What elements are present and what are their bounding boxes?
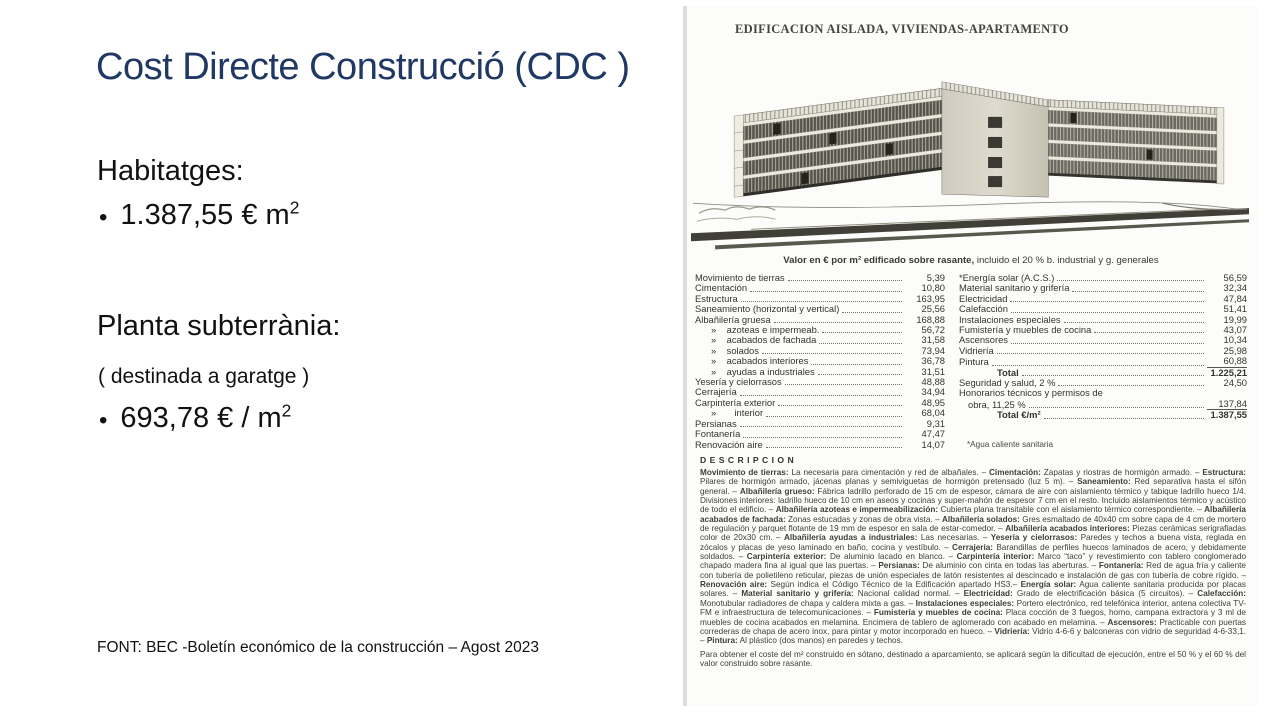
row-value: 168,88 bbox=[916, 313, 945, 325]
dot-leader bbox=[811, 364, 902, 365]
building-drawing-svg bbox=[691, 60, 1253, 252]
table-caption-bold: Valor en € por m² edificado sobre rasante, bbox=[783, 255, 975, 266]
table-row bbox=[695, 440, 945, 450]
row-value: 73,94 bbox=[921, 344, 945, 356]
habitatges-value-sup: 2 bbox=[289, 197, 300, 218]
table-footnote: *Agua caliente sanitaria bbox=[967, 440, 1054, 449]
row-label: » interior bbox=[711, 407, 764, 419]
row-label: Calefacción bbox=[959, 303, 1008, 315]
dot-leader bbox=[778, 405, 902, 406]
dot-leader bbox=[992, 365, 1204, 366]
planta-value-text: 693,78 € / m bbox=[120, 402, 282, 434]
table-row bbox=[695, 429, 945, 439]
row-label: Persianas bbox=[695, 417, 737, 429]
row-value: 31,58 bbox=[921, 334, 945, 346]
row-label: » ayudas a industriales bbox=[711, 365, 815, 377]
row-label: Fumistería y muebles de cocina bbox=[959, 324, 1092, 336]
table-row bbox=[959, 335, 1247, 345]
row-label: Pintura bbox=[959, 356, 989, 368]
habitatges-value-text: 1.387,55 € m bbox=[120, 199, 290, 231]
row-value: 25,56 bbox=[921, 303, 945, 315]
row-label: Ascensores bbox=[959, 334, 1008, 346]
description-paragraph: Movimiento de tierras: La necesaria para cimentación y red de albañales. – Cimentación: Zapatas y riostras de hormigón armado. – Estructura: Pilares de hormigón armado, jácenas planas y semiviguetas de hormigón pretensado (luz 5 m). – Saneamiento: Red separativa hasta el sifón general. – Albañilería grueso: Fábrica ladrillo perforado de 15 cm de espesor, cámara de aire con aislamiento térmico y tabique ladrillo hueco 1/4. Divisiones interiores: ladrillo hueco de 10 cm en aseos y cocinas y super-mahón de espesor 7 cm en el resto. Incluido aislamientos térmico y acústico de todo el edificio. – Albañilería azoteas e impermeabilización: Cubierta plana transitable con el aislamiento térmico correspondiente. – Albañilería acabados de fachada: Zonas estucadas y zonas de obra vista. – Albañilería solados: Gres esmaltado de 40x40 cm sobre capa de 4 cm de mortero de regulación y parquet flotante de 19 mm de espesor en sala de estar-comedor. – Albañilería acabados interiores: Piezas cerámicas serigrafiadas color de 20x30 cm. – Albañilería ayudas a industriales: Las necesarias. – Yesería y cielorrasos: Paredes y techos a buena vista, reglada en zócalos y placas de yeso laminado en baño, cocina y vestíbulo. – Cerrajería: Barandillas de perfiles huecos laminados de acero, y debidamente soldados. – Carpintería exterior: De aluminio lacado en blanco. – Carpintería interior: Marco “taco” y revestimiento con tablero conglomerado chapado madera fina al igual que las puertas. – Persianas: De aluminio con cinta en todas las aberturas. – Fontanería: Red de agua fría y caliente con tubería de polietileno reticular, piezas de unión especiales de latón resistentes al descincado e instalación de gas con tubería de cobre rígido. – Renovación aire: Según indica el Código Técnico de la Edificación apartado HS3.– Energía solar: Agua caliente sanitaria producida por placas solares. – Material sanitario y grifería: Nacional calidad normal. – Electricidad: Grado de electrificación básica (5 circuitos). – Calefacción: Monotubular radiadores de chapa y caldera mixta a gas. – Instalaciones especiales: Portero electrónico, red telefónica interior, antena colectiva TV-FM e infraestructura de telecomunicaciones. – Fumistería y muebles de cocina: Placa cocción de 3 fuegos, horno, campana extractora y 3 ml de muebles de cocina acabados en melamina. Encimera de tablero de aglomerado con acabado en melamina. – Ascensores: Practicable con puertas correderas de chapa de acero inox, para pintar y motor incorporado en hueco. – Vidriería: Vidrio 4-6-6 y balconeras con vidrio de seguridad 4-6-33,1. – Pintura: Al plástico (dos manos) en paredes y techos. bbox=[700, 468, 1247, 646]
dot-leader bbox=[785, 384, 902, 385]
row-label: Honorarios técnicos y permisos de bbox=[959, 387, 1103, 399]
row-label: Estructura bbox=[695, 292, 738, 304]
dot-leader bbox=[1011, 312, 1204, 313]
source-footer: FONT: BEC -Boletín económico de la construcción – Agost 2023 bbox=[97, 639, 539, 656]
row-value: 47,84 bbox=[1223, 292, 1247, 304]
dot-leader bbox=[842, 312, 902, 313]
dot-leader bbox=[819, 343, 902, 344]
row-label: Saneamiento (horizontal y vertical) bbox=[695, 303, 840, 315]
dot-leader bbox=[1058, 385, 1204, 386]
table-row bbox=[959, 356, 1247, 367]
row-value: 137,84 bbox=[1207, 399, 1247, 410]
row-label: Total €/m² bbox=[997, 409, 1041, 421]
scanned-document-panel bbox=[683, 6, 1257, 706]
row-value: 36,78 bbox=[921, 355, 945, 367]
dot-leader bbox=[1029, 407, 1204, 408]
planta-heading: Planta subterrània: bbox=[97, 310, 341, 342]
row-label: Renovación aire bbox=[695, 438, 763, 450]
row-label: Fontanería bbox=[695, 428, 741, 440]
row-label: Albañilería gruesa bbox=[695, 313, 771, 325]
row-label: obra, 11,25 % bbox=[968, 398, 1026, 410]
row-value: 5,39 bbox=[926, 272, 945, 283]
table-caption bbox=[701, 255, 1241, 266]
dot-leader bbox=[750, 291, 902, 292]
planta-bullet-item bbox=[99, 402, 291, 440]
row-value: 14,07 bbox=[921, 438, 945, 450]
planta-value bbox=[120, 402, 291, 435]
row-label: Instalaciones especiales bbox=[959, 313, 1061, 325]
habitatges-value bbox=[120, 199, 299, 232]
row-value: 10,34 bbox=[1223, 334, 1247, 346]
dot-leader bbox=[1072, 291, 1204, 292]
dot-leader bbox=[1010, 301, 1204, 302]
row-value: 10,80 bbox=[921, 282, 945, 294]
table-row bbox=[959, 410, 1247, 420]
cost-table bbox=[695, 273, 1251, 450]
row-value: 56,59 bbox=[1223, 272, 1247, 283]
table-row bbox=[959, 346, 1247, 356]
dot-leader bbox=[1057, 280, 1204, 281]
row-value: 163,95 bbox=[916, 292, 945, 304]
dot-leader bbox=[740, 426, 902, 427]
dot-leader bbox=[1011, 343, 1204, 344]
description-paragraph: Para obtener el coste del m² construido en sótano, destinado a aparcamiento, se aplicará según la dificultad de ejecución, entre el 50 % y el 60 % del valor construido sobre rasante. bbox=[700, 649, 1246, 668]
dot-leader bbox=[766, 447, 902, 448]
row-value: 43,07 bbox=[1223, 324, 1247, 336]
scan-title: EDIFICACION AISLADA, VIVIENDAS-APARTAMENTO bbox=[735, 22, 1069, 36]
row-value: 56,72 bbox=[921, 324, 945, 336]
table-caption-rest: incluido el 20 % b. industrial y g. generales bbox=[974, 255, 1159, 266]
dot-leader bbox=[788, 280, 902, 281]
description-paragraphs bbox=[700, 468, 1246, 668]
row-label: Total bbox=[997, 366, 1019, 378]
row-label: Movimiento de tierras bbox=[695, 272, 785, 283]
cost-table-left-column bbox=[695, 273, 945, 450]
row-value: 1.225,21 bbox=[1210, 366, 1247, 378]
dot-leader bbox=[1044, 418, 1204, 419]
row-value: 19,99 bbox=[1223, 313, 1247, 325]
row-label: » azoteas e impermeab. bbox=[711, 324, 820, 336]
row-value: 32,34 bbox=[1223, 282, 1247, 294]
row-label: Cimentación bbox=[695, 282, 748, 294]
description-section bbox=[700, 455, 1246, 672]
row-label: Vidriería bbox=[959, 344, 994, 356]
planta-value-sup: 2 bbox=[281, 400, 292, 421]
table-row bbox=[959, 388, 1247, 398]
row-label: » acabados de fachada bbox=[711, 334, 817, 346]
bullet-icon: • bbox=[99, 204, 108, 231]
row-value: 1.387,55 bbox=[1210, 409, 1247, 421]
row-label: Cerrajería bbox=[695, 386, 737, 398]
row-value: 68,04 bbox=[921, 407, 945, 419]
dot-leader bbox=[762, 353, 902, 354]
dot-leader bbox=[822, 332, 902, 333]
dot-leader bbox=[1022, 375, 1204, 376]
habitatges-bullet-item bbox=[99, 199, 299, 237]
page-title: Cost Directe Construcció (CDC ) bbox=[96, 46, 630, 88]
row-value: 24,50 bbox=[1223, 377, 1247, 389]
row-value: 34,94 bbox=[921, 386, 945, 398]
row-label: » solados bbox=[711, 344, 759, 356]
dot-leader bbox=[766, 416, 902, 417]
row-value: 60,88 bbox=[1207, 356, 1247, 367]
planta-note: ( destinada a garatge ) bbox=[98, 365, 310, 388]
dot-leader bbox=[741, 301, 902, 302]
row-value: 51,41 bbox=[1223, 303, 1247, 315]
dot-leader bbox=[1064, 322, 1204, 323]
bullet-icon: • bbox=[99, 407, 108, 434]
description-title: DESCRIPCION bbox=[700, 455, 798, 465]
row-label: Seguridad y salud, 2 % bbox=[959, 377, 1056, 389]
dot-leader bbox=[997, 353, 1204, 354]
cost-table-right-column bbox=[959, 273, 1247, 450]
dot-leader bbox=[743, 437, 902, 438]
row-label: Carpintería exterior bbox=[695, 396, 776, 408]
dot-leader bbox=[818, 374, 902, 375]
row-value: 9,31 bbox=[926, 417, 945, 429]
row-label: » acabados interiores bbox=[711, 355, 809, 367]
row-value: 25,98 bbox=[1223, 344, 1247, 356]
row-value: 48,88 bbox=[921, 376, 945, 388]
row-label: *Energía solar (A.C.S.) bbox=[959, 272, 1055, 283]
dot-leader bbox=[740, 395, 902, 396]
row-value: 48,95 bbox=[921, 396, 945, 408]
building-drawing bbox=[691, 60, 1253, 252]
dot-leader bbox=[774, 322, 902, 323]
row-label: Electricidad bbox=[959, 292, 1008, 304]
dot-leader bbox=[1094, 332, 1204, 333]
row-value: 31,51 bbox=[921, 365, 945, 377]
row-label: Yesería y cielorrasos bbox=[695, 376, 782, 388]
row-value: 47,47 bbox=[921, 428, 945, 440]
row-label: Material sanitario y grifería bbox=[959, 282, 1070, 294]
habitatges-heading: Habitatges: bbox=[97, 155, 244, 187]
